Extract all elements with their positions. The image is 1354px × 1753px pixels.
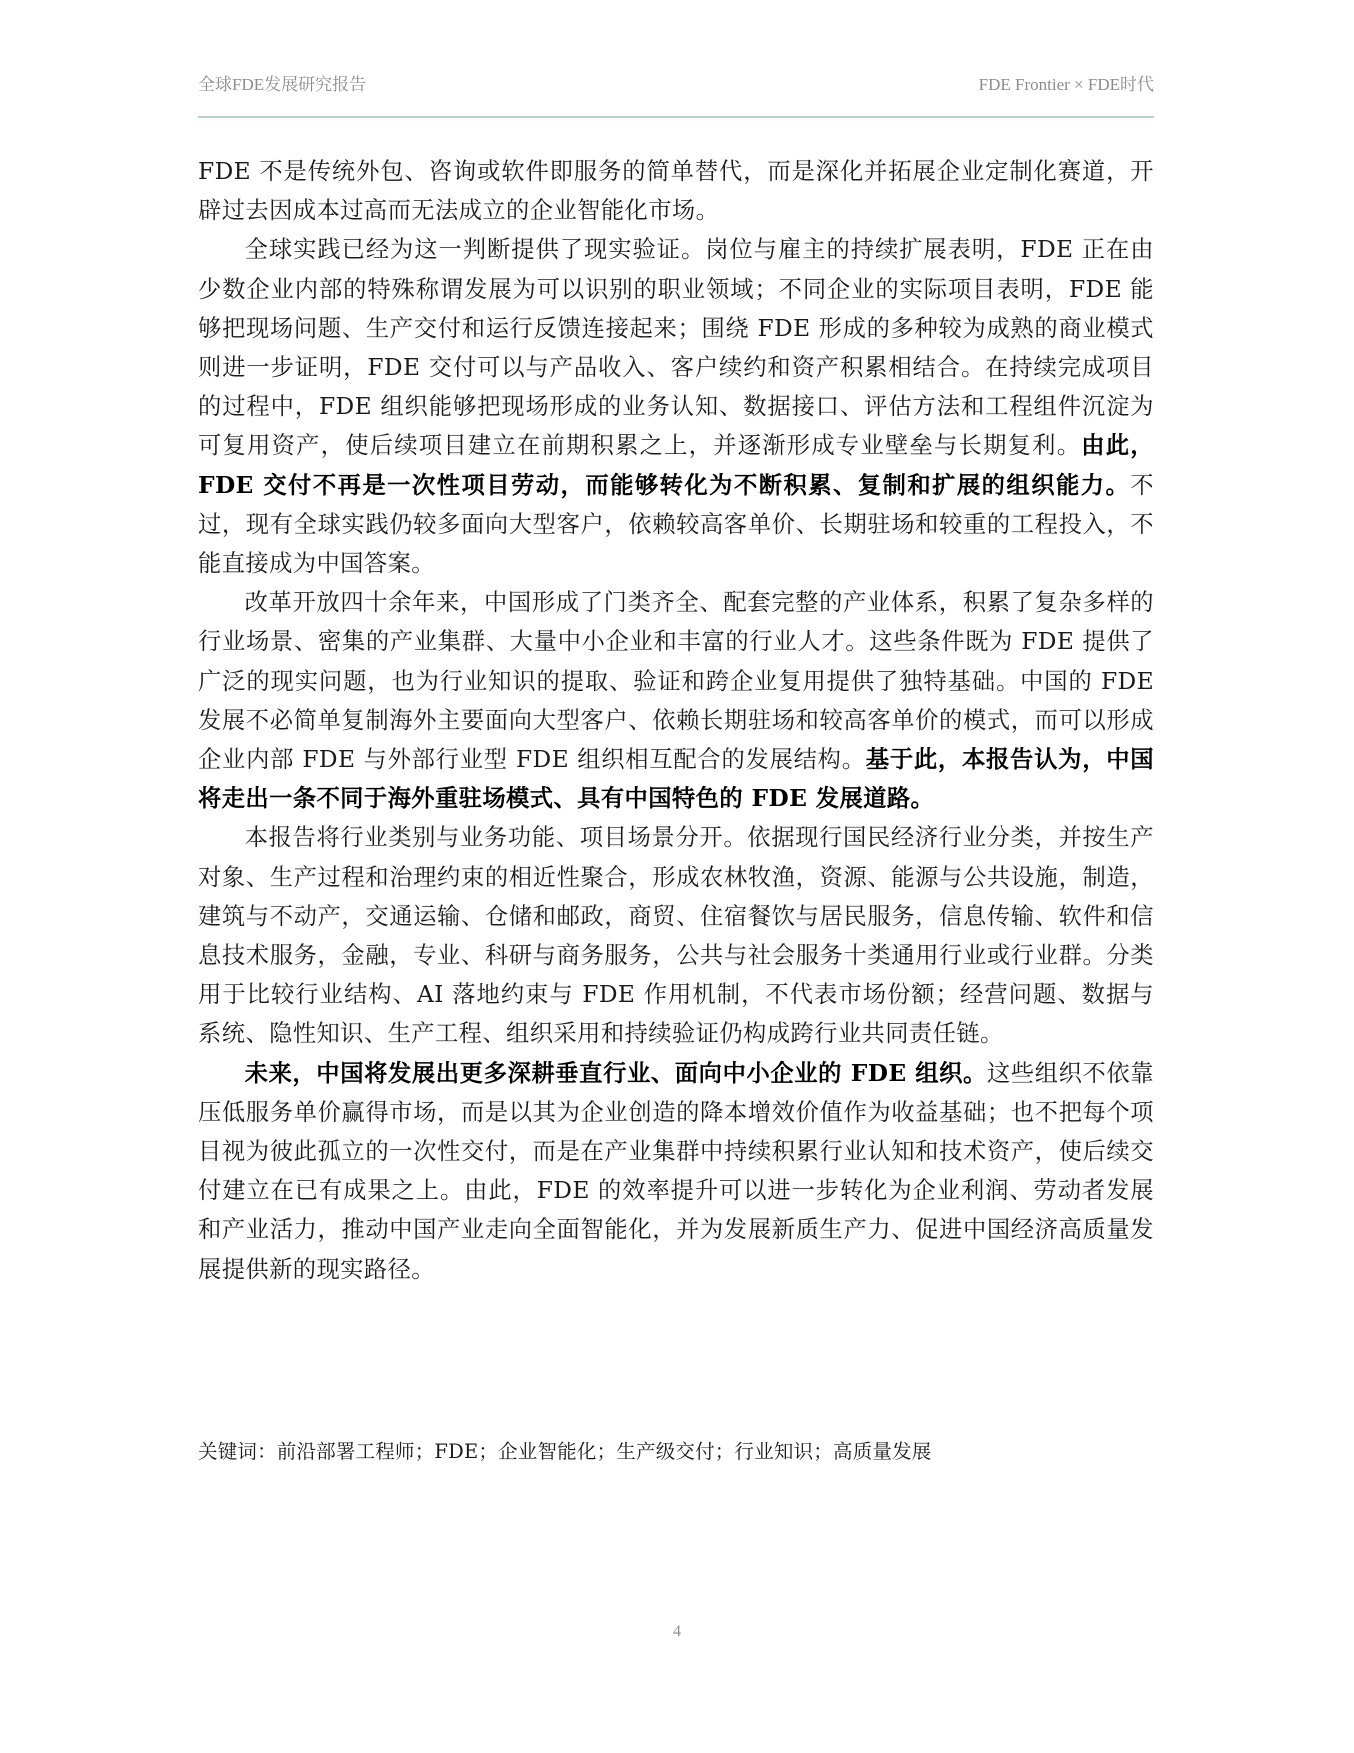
paragraph-4-text: 本报告将行业类别与业务功能、项目场景分开。依据现行国民经济行业分类，并按生产对象、生产过程和治理约束的相近性聚合，形成农林牧渔，资源、能源与公共设施，制造，建筑与不动产，交通运输、仓储和邮政，商贸、住宿餐饮与居民服务，信息传输、软件和信息技术服务，金融，专业、科研与商务服务，公共与社会服务十类通用行业或行业群。分类用于比较行业结构、AI 落地约束与 FDE 作用机制，不代表市场份额；经营问题、数据与系统、隐性知识、生产工程、组织采用和持续验证仍构成跨行业共同责任链。 <box>198 824 1154 1048</box>
paragraph-3-emphasis: 基于此，本报告认为，中国将走出一条不同于海外重驻场模式、具有中国特色的 FDE 发展道路。 <box>198 746 1154 813</box>
main-text <box>198 152 1154 1289</box>
header-divider <box>198 116 1154 118</box>
paragraph-3 <box>198 583 1154 818</box>
page-number: 4 <box>673 1623 681 1640</box>
paragraph-2-text: 全球实践已经为这一判断提供了现实验证。岗位与雇主的持续扩展表明，FDE 正在由少数企业内部的特殊称谓发展为可以识别的职业领域；不同企业的实际项目表明，FDE 能够把现场问题、生产交付和运行反馈连接起来；围绕 FDE 形成的多种较为成熟的商业模式则进一步证明，FDE 交付可以与产品收入、客户续约和资产积累相结合。在持续完成项目的过程中，FDE 组织能够把现场形成的业务认知、数据接口、评估方法和工程组件沉淀为可复用资产，使后续项目建立在前期积累之上，并逐渐形成专业壁垒与长期复利。 <box>198 236 1154 460</box>
paragraph-4 <box>198 818 1154 1053</box>
paragraph-5-text: 这些组织不依靠压低服务单价赢得市场，而是以其为企业创造的降本增效价值作为收益基础；也不把每个项目视为彼此孤立的一次性交付，而是在产业集群中持续积累行业认知和技术资产，使后续交付建立在已有成果之上。由此，FDE 的效率提升可以进一步转化为企业利润、劳动者发展和产业活力，推动中国产业走向全面智能化，并为发展新质生产力、促进中国经济高质量发展提供新的现实路径。 <box>198 1059 1154 1283</box>
paragraph-2-emphasis: 由此，FDE 交付不再是一次性项目劳动，而能够转化为不断积累、复制和扩展的组织能力。 <box>198 432 1154 499</box>
report-title-header: 全球FDE发展研究报告 <box>198 75 367 94</box>
paragraph-1 <box>198 152 1154 230</box>
paragraph-2-text-end: 不过，现有全球实践仍较多面向大型客户，依赖较高客单价、长期驻场和较重的工程投入，不能直接成为中国答案。 <box>198 471 1154 578</box>
paragraph-3-text: 改革开放四十余年来，中国形成了门类齐全、配套完整的产业体系，积累了复杂多样的行业场景、密集的产业集群、大量中小企业和丰富的行业人才。这些条件既为 FDE 提供了广泛的现实问题，也为行业知识的提取、验证和跨企业复用提供了独特基础。中国的 FDE 发展不必简单复制海外主要面向大型客户、依赖长期驻场和较高客单价的模式，而可以形成企业内部 FDE 与外部行业型 FDE 组织相互配合的发展结构。 <box>198 589 1154 774</box>
running-header <box>198 70 1154 98</box>
paragraph-2 <box>198 230 1154 583</box>
publisher-header: FDE Frontier × FDE时代 <box>978 75 1154 94</box>
paragraph-5 <box>198 1054 1154 1289</box>
paragraph-1-text: FDE 不是传统外包、咨询或软件即服务的简单替代，而是深化并拓展企业定制化赛道，开辟过去因成本过高而无法成立的企业智能化市场。 <box>198 158 1154 225</box>
paragraph-5-emphasis: 未来，中国将发展出更多深耕垂直行业、面向中小企业的 FDE 组织。 <box>244 1059 987 1087</box>
keywords-line: 关键词：前沿部署工程师；FDE；企业智能化；生产级交付；行业知识；高质量发展 <box>198 1440 932 1463</box>
